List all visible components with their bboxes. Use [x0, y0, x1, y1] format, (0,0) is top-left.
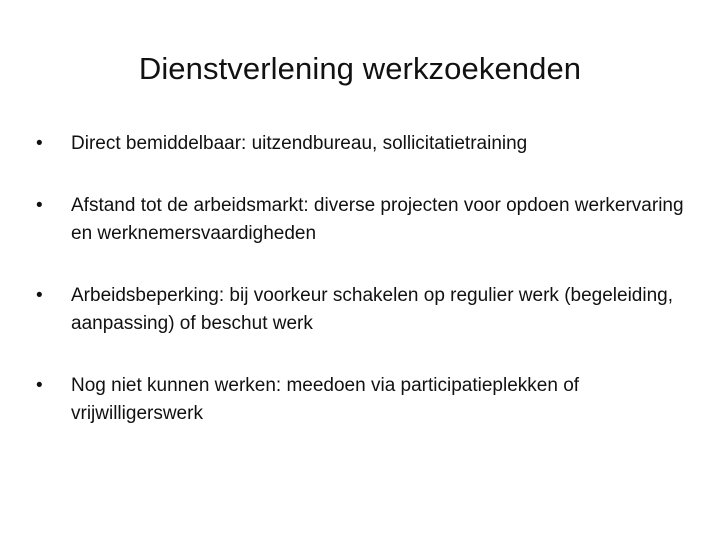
bullet-icon: • — [36, 133, 43, 154]
bullet-text: Arbeidsbeperking: bij voorkeur schakelen op regulier werk (begeleiding, aanpassing) of beschut werk — [71, 285, 674, 334]
bullet-icon: • — [36, 195, 43, 216]
bullet-icon: • — [36, 375, 43, 396]
bullet-item — [36, 282, 686, 338]
bullet-list — [36, 130, 686, 462]
bullet-icon: • — [36, 285, 43, 306]
bullet-text: Nog niet kunnen werken: meedoen via participatieplekken of vrijwilligerswerk — [71, 375, 580, 424]
bullet-text: Direct bemiddelbaar: uitzendbureau, sollicitatietraining — [71, 133, 528, 154]
bullet-item — [36, 192, 686, 248]
bullet-item — [36, 372, 686, 428]
bullet-text: Afstand tot de arbeidsmarkt: diverse projecten voor opdoen werkervaring en werknemersvaardigheden — [71, 195, 684, 244]
bullet-item — [36, 130, 686, 158]
slide-title: Dienstverlening werkzoekenden — [138, 51, 582, 86]
